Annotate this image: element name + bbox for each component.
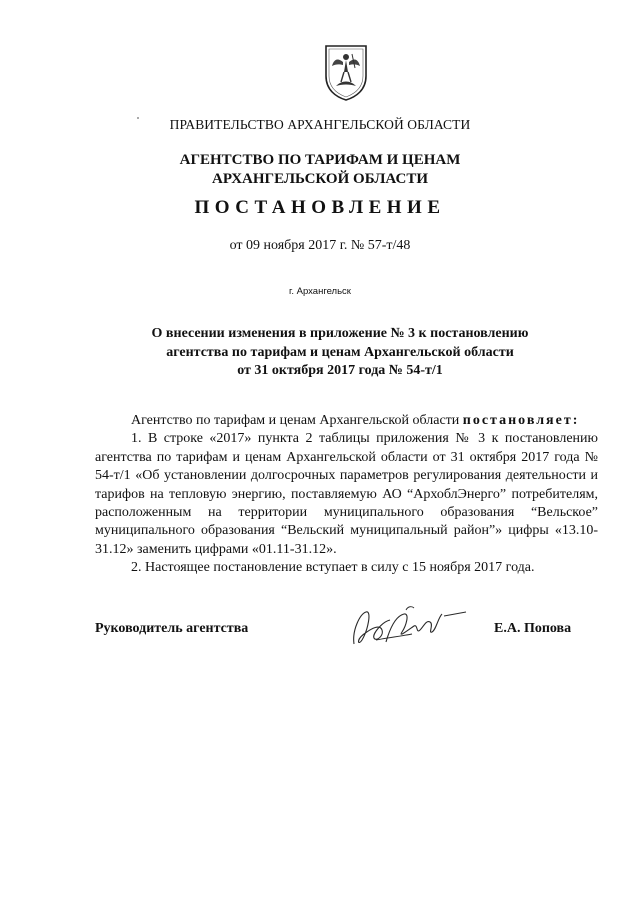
document-subject	[100, 325, 580, 381]
city-label: г. Архангельск	[289, 286, 351, 297]
document-type: ПОСТАНОВЛЕНИЕ	[194, 197, 446, 218]
intro-paragraph	[95, 412, 598, 430]
signatory-title: Руководитель агентства	[95, 621, 249, 636]
signatory-name: Е.А. Попова	[494, 621, 572, 636]
paragraph-1: 1. В строке «2017» пункта 2 таблицы приложения № 3 к постановлению агентства по тарифам и ценам Архангельской области от 31 октября 2017 года № 54-т/1 «Об установлении долгосрочных параметров регулирования деятельности и тарифов на тепловую энергию, поставляемую АО “АрхоблЭнерго” потребителям, расположенным на территории муниципального образования “Вельское” муниципального образования “Вельский муниципальный район”» цифры «13.10-31.12» заменить цифрами «01.11-31.12».	[95, 431, 598, 557]
subject-line3: от 31 октября 2017 года № 54-т/1	[237, 363, 443, 378]
agency-title	[0, 151, 640, 189]
government-title: ПРАВИТЕЛЬСТВО АРХАНГЕЛЬСКОЙ ОБЛАСТИ	[169, 117, 471, 132]
handwritten-signature	[346, 600, 468, 652]
coat-of-arms-icon	[322, 42, 370, 102]
agency-title-line1: АГЕНТСТВО ПО ТАРИФАМ И ЦЕНАМ	[179, 152, 461, 168]
agency-title-line2: АРХАНГЕЛЬСКОЙ ОБЛАСТИ	[212, 171, 428, 187]
paragraph-2: 2. Настоящее постановление вступает в силу с 15 ноября 2017 года.	[131, 560, 535, 576]
resolve-word: постановляет:	[462, 413, 580, 428]
subject-line1: О внесении изменения в приложение № 3 к постановлению	[151, 326, 529, 341]
document-body	[95, 412, 598, 578]
intro-text: Агентство по тарифам и ценам Архангельской области	[131, 413, 463, 428]
document-number: от 09 ноября 2017 г. № 57-т/48	[229, 238, 411, 253]
subject-line2: агентства по тарифам и ценам Архангельской области	[166, 344, 514, 360]
